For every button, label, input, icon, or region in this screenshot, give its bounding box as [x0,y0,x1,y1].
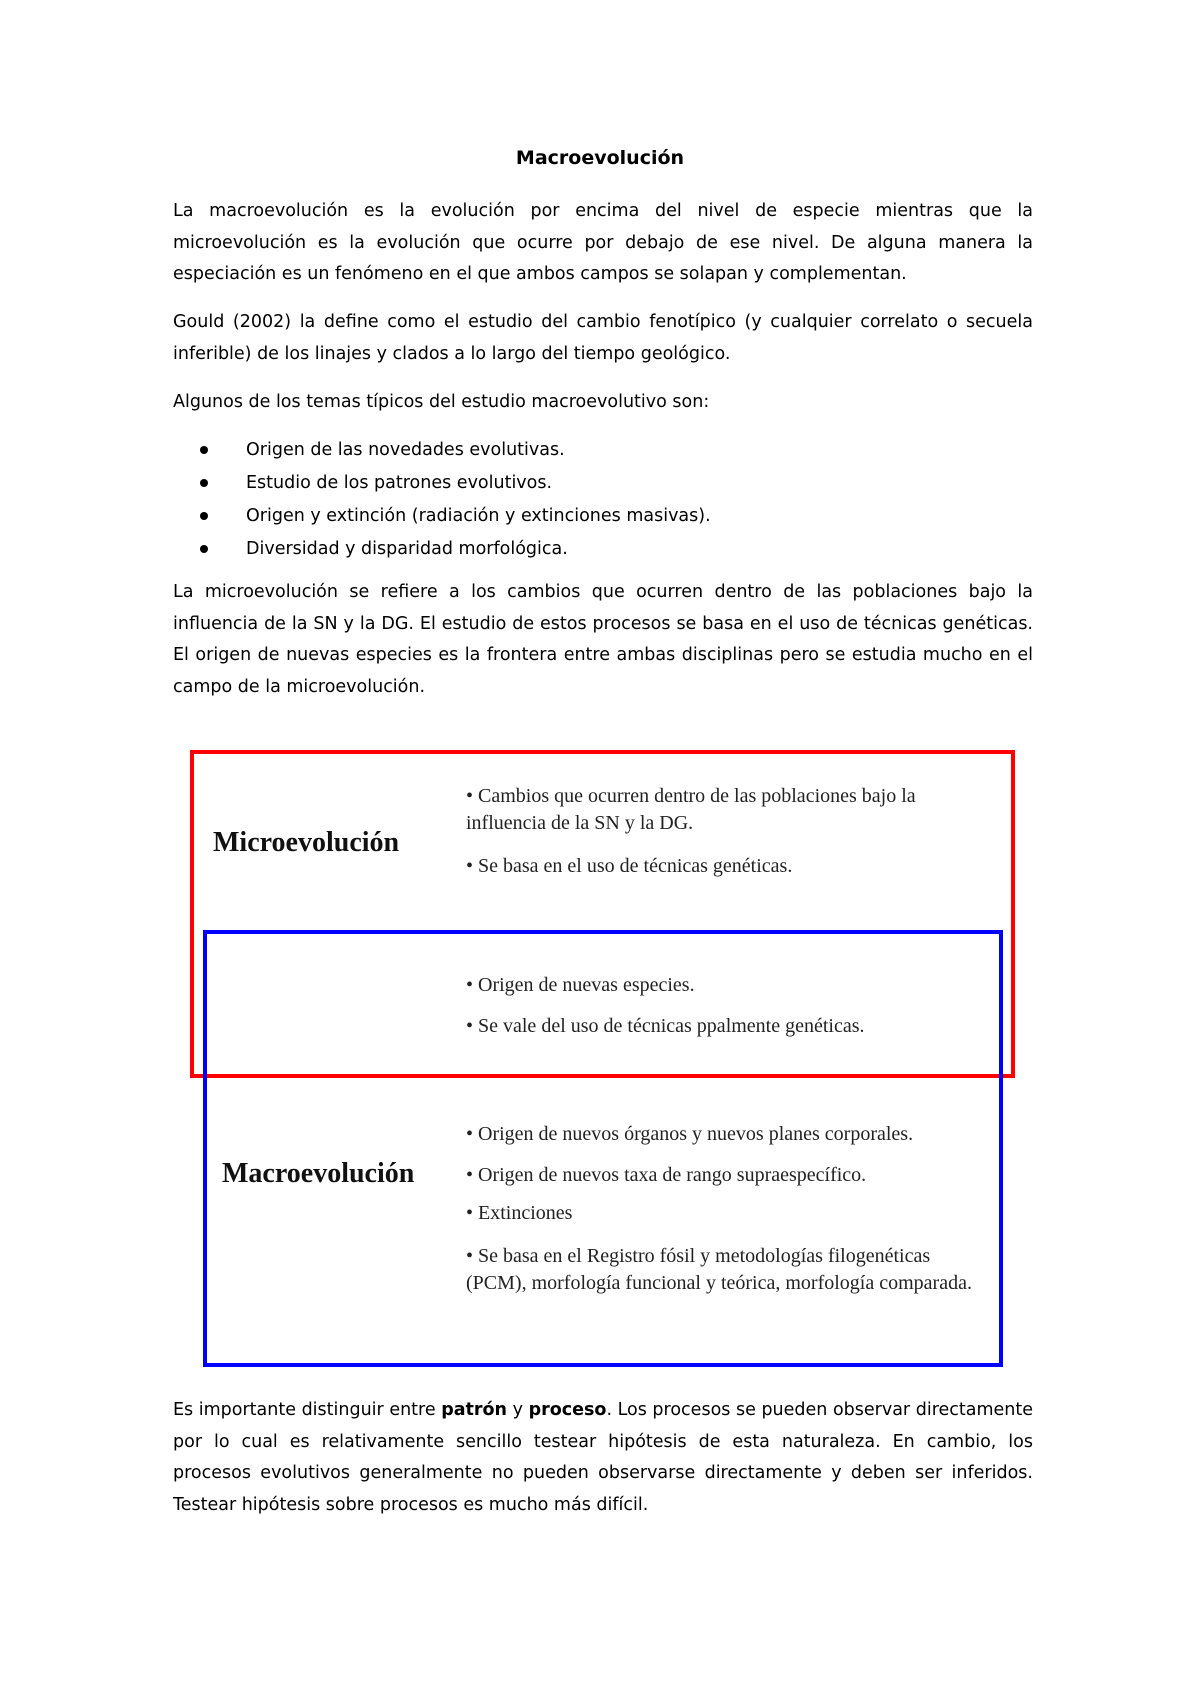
micro-item: • Cambios que ocurren dentro de las poblaciones bajo la influencia de la SN y la DG. [466,785,916,834]
paragraph-gould: Gould (2002) la define como el estudio del cambio fenotípico (y cualquier correlato o secuela inferible) de los linajes y clados a lo largo del tiempo geológico. [173,312,1033,364]
topics-list [173,434,1033,566]
macro-item: • Origen de nuevos taxa de rango supraespecífico. [466,1164,867,1186]
microevolution-heading: Microevolución [213,827,400,858]
paragraph-microevolution: La microevolución se refiere a los cambios que ocurren dentro de las poblaciones bajo la influencia de la SN y la DG. El estudio de estos procesos se basa en el uso de técnicas genéticas. El origen de nuevas especies es la frontera entre ambas disciplinas pero se estudia mucho en el campo de la microevolución. [173,582,1033,697]
list-item: Origen de las novedades evolutivas. [173,434,1033,467]
overlap-item: • Se vale del uso de técnicas ppalmente genéticas. [466,1015,865,1037]
bold-term: proceso [528,1400,607,1420]
macro-item: • Se basa en el Registro fósil y metodologías filogenéticas (PCM), morfología funcional y teórica, morfología comparada. [466,1245,972,1294]
paragraph-topics-intro: Algunos de los temas típicos del estudio macroevolutivo son: [173,392,710,412]
list-item: Origen y extinción (radiación y extinciones masivas). [173,500,1033,533]
macro-item: • Extinciones [466,1202,573,1224]
micro-item: • Se basa en el uso de técnicas genéticas. [466,855,793,877]
overlap-item: • Origen de nuevas especies. [466,974,695,996]
macroevolution-heading: Macroevolución [222,1158,415,1189]
paragraph-pattern-process: Es importante distinguir entre patrón y proceso. Los procesos se pueden observar directamente por lo cual es relativamente sencillo testear hipótesis de esta naturaleza. En cambio, los procesos evolutivos generalmente no pueden observarse directamente y deben ser inferidos. Testear hipótesis sobre procesos es mucho más difícil. [173,1400,1034,1515]
bullet-icon [200,545,208,553]
paragraph-definition: La macroevolución es la evolución por encima del nivel de especie mientras que la microevolución es la evolución que ocurre por debajo de ese nivel. De alguna manera la especiación es un fenómeno en el que ambos campos se solapan y complementan. [173,201,1033,284]
list-item: Diversidad y disparidad morfológica. [173,533,1033,566]
bullet-icon [200,446,208,454]
bold-term: patrón [441,1400,508,1420]
list-item: Estudio de los patrones evolutivos. [173,467,1033,500]
bullet-icon [200,512,208,520]
page-title: Macroevolución [515,147,685,169]
macro-item: • Origen de nuevos órganos y nuevos planes corporales. [466,1123,914,1145]
bullet-icon [200,479,208,487]
